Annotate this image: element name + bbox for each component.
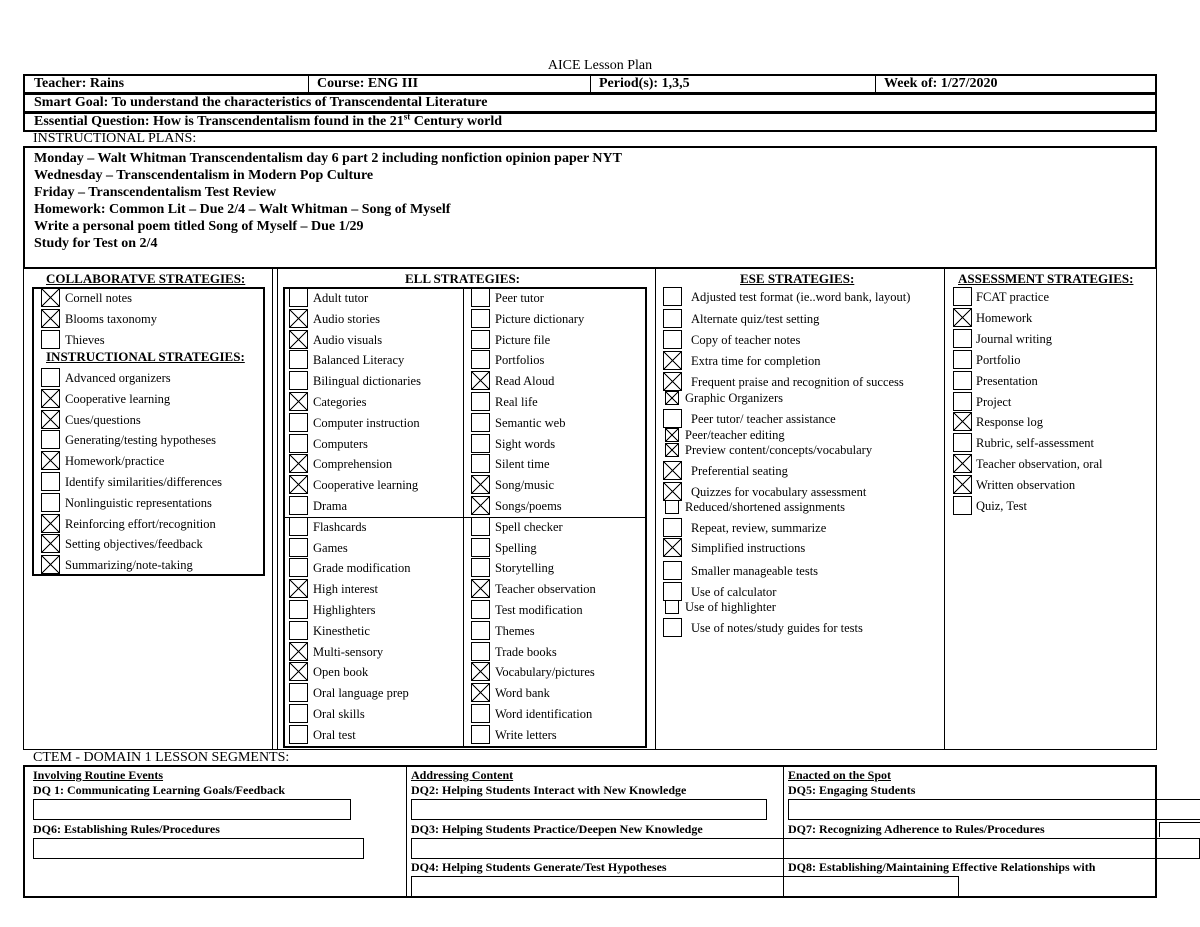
- checkbox-picture-dictionary[interactable]: [471, 309, 490, 328]
- checkbox-label: Peer tutor: [495, 290, 544, 305]
- checkbox-label: Balanced Literacy: [313, 352, 405, 367]
- checkbox-peer-tutor[interactable]: [471, 288, 490, 307]
- page-title: AICE Lesson Plan: [547, 58, 653, 73]
- checkbox-label: Cooperative learning: [65, 391, 171, 406]
- checkbox-write-letters[interactable]: [471, 725, 490, 744]
- checkbox-label: Semantic web: [495, 415, 566, 430]
- checkbox-word-bank[interactable]: [471, 683, 490, 702]
- checkbox-portfolios[interactable]: [471, 350, 490, 369]
- dq3-input[interactable]: [411, 838, 1200, 859]
- checkbox-label: Generating/testing hypotheses: [65, 432, 217, 447]
- dq1-label: DQ 1: Communicating Learning Goals/Feedback: [33, 783, 286, 797]
- checkbox-label: Portfolios: [495, 352, 545, 367]
- checkbox-label: Alternate quiz/test setting: [691, 311, 820, 326]
- checkbox-label: Quizzes for vocabulary assessment: [691, 484, 867, 499]
- checkbox-reinforcing-effort-recognition[interactable]: [41, 514, 60, 533]
- checkbox-picture-file[interactable]: [471, 330, 490, 349]
- collaborative-heading: COLLABORATVE STRATEGIES:: [46, 271, 246, 286]
- checkbox-label: Write letters: [495, 727, 557, 742]
- collaborative-box: [32, 287, 265, 576]
- checkbox-label: Written observation: [976, 477, 1076, 492]
- checkbox-balanced-literacy[interactable]: [289, 350, 308, 369]
- checkbox-label: Word identification: [495, 706, 593, 721]
- checkbox-semantic-web[interactable]: [471, 413, 490, 432]
- dq1-input[interactable]: [33, 799, 351, 820]
- plan-line: Monday – Walt Whitman Transcendentalism day 6 part 2 including nonfiction opinion paper NYT: [34, 151, 622, 166]
- checkbox-label: Flashcards: [313, 519, 367, 534]
- checkbox-storytelling[interactable]: [471, 558, 490, 577]
- checkbox-homework-practice[interactable]: [41, 451, 60, 470]
- smart-goal-row: [23, 93, 1157, 113]
- checkbox-frequent-praise-and-recognition-of-success[interactable]: [663, 372, 682, 391]
- checkbox-label: Homework: [976, 310, 1033, 325]
- checkbox-label: Audio stories: [313, 311, 381, 326]
- checkbox-label: Silent time: [495, 456, 550, 471]
- checkbox-label: Picture file: [495, 332, 551, 347]
- checkbox-identify-similarities-differences[interactable]: [41, 472, 60, 491]
- ese-heading: ESE STRATEGIES:: [740, 271, 855, 286]
- checkbox-label: Adult tutor: [313, 290, 369, 305]
- dq4-label: DQ4: Helping Students Generate/Test Hypotheses: [411, 860, 667, 874]
- checkbox-repeat-review-summarize[interactable]: [663, 518, 682, 537]
- addressing-content: Addressing Content: [411, 768, 514, 782]
- checkbox-label: Adjusted test format (ie..word bank, layout): [691, 289, 911, 304]
- checkbox-label: Computers: [313, 436, 368, 451]
- checkbox-use-of-calculator[interactable]: [663, 582, 682, 601]
- checkbox-response-log[interactable]: [953, 412, 972, 431]
- checkbox-label: Spelling: [495, 540, 537, 555]
- checkbox-categories[interactable]: [289, 392, 308, 411]
- essential-question-row: [23, 112, 1157, 132]
- checkbox-label: Setting objectives/feedback: [65, 536, 203, 551]
- checkbox-adjusted-test-format-ie-word-bank-layout[interactable]: [663, 287, 682, 306]
- checkbox-multi-sensory[interactable]: [289, 642, 308, 661]
- checkbox-computer-instruction[interactable]: [289, 413, 308, 432]
- checkbox-adult-tutor[interactable]: [289, 288, 308, 307]
- checkbox-label: Use of notes/study guides for tests: [691, 620, 863, 635]
- checkbox-label: Summarizing/note-taking: [65, 557, 193, 572]
- checkbox-reduced-shortened-assignments[interactable]: [665, 500, 679, 514]
- dq5-input[interactable]: [788, 799, 1200, 820]
- checkbox-label: FCAT practice: [976, 289, 1050, 304]
- checkbox-label: Test modification: [495, 602, 583, 617]
- checkbox-quizzes-for-vocabulary-assessment[interactable]: [663, 482, 682, 501]
- checkbox-oral-language-prep[interactable]: [289, 683, 308, 702]
- checkbox-sight-words[interactable]: [471, 434, 490, 453]
- checkbox-label: Copy of teacher notes: [691, 332, 801, 347]
- checkbox-label: Extra time for completion: [691, 353, 821, 368]
- assessment-heading: ASSESSMENT STRATEGIES:: [958, 271, 1134, 286]
- checkbox-cooperative-learning[interactable]: [41, 389, 60, 408]
- checkbox-oral-skills[interactable]: [289, 704, 308, 723]
- dq5-label: DQ5: Engaging Students: [788, 783, 916, 797]
- checkbox-real-life[interactable]: [471, 392, 490, 411]
- checkbox-label: Simplified instructions: [691, 540, 806, 555]
- checkbox-bilingual-dictionaries[interactable]: [289, 371, 308, 390]
- checkbox-drama[interactable]: [289, 496, 308, 515]
- checkbox-nonlinguistic-representations[interactable]: [41, 493, 60, 512]
- checkbox-quiz-test[interactable]: [953, 496, 972, 515]
- checkbox-label: Peer tutor/ teacher assistance: [691, 411, 836, 426]
- checkbox-project[interactable]: [953, 392, 972, 411]
- checkbox-label: Teacher observation, oral: [976, 456, 1103, 471]
- checkbox-label: Oral test: [313, 727, 356, 742]
- ctem-heading: CTEM - DOMAIN 1 LESSON SEGMENTS:: [33, 750, 290, 765]
- checkbox-spell-checker[interactable]: [471, 517, 490, 536]
- checkbox-alternate-quiz-test-setting[interactable]: [663, 309, 682, 328]
- checkbox-graphic-organizers[interactable]: [665, 391, 679, 405]
- checkbox-label: Oral language prep: [313, 685, 409, 700]
- course-field: Course: ENG III: [317, 76, 419, 91]
- checkbox-label: Storytelling: [495, 560, 555, 575]
- checkbox-grade-modification[interactable]: [289, 558, 308, 577]
- checkbox-label: Sight words: [495, 436, 556, 451]
- checkbox-label: Reinforcing effort/recognition: [65, 516, 216, 531]
- checkbox-label: Audio visuals: [313, 332, 383, 347]
- checkbox-test-modification[interactable]: [471, 600, 490, 619]
- checkbox-label: Oral skills: [313, 706, 365, 721]
- checkbox-simplified-instructions[interactable]: [663, 538, 682, 557]
- checkbox-computers[interactable]: [289, 434, 308, 453]
- checkbox-comprehension[interactable]: [289, 454, 308, 473]
- checkbox-blooms-taxonomy[interactable]: [41, 309, 60, 328]
- checkbox-label: Songs/poems: [495, 498, 562, 513]
- checkbox-peer-tutor-teacher-assistance[interactable]: [663, 409, 682, 428]
- checkbox-advanced-organizers[interactable]: [41, 368, 60, 387]
- checkbox-label: Open book: [313, 664, 369, 679]
- checkbox-trade-books[interactable]: [471, 642, 490, 661]
- checkbox-preview-content-concepts-vocabulary[interactable]: [665, 443, 679, 457]
- essential-question: Essential Question: How is Transcendentalism found in the 21st Century world: [34, 111, 503, 129]
- checkbox-label: Repeat, review, summarize: [691, 520, 827, 535]
- checkbox-label: Cornell notes: [65, 290, 133, 305]
- checkbox-portfolio[interactable]: [953, 350, 972, 369]
- checkbox-cornell-notes[interactable]: [41, 288, 60, 307]
- checkbox-setting-objectives-feedback[interactable]: [41, 534, 60, 553]
- checkbox-label: Comprehension: [313, 456, 393, 471]
- checkbox-spelling[interactable]: [471, 538, 490, 557]
- checkbox-label: Peer/teacher editing: [685, 428, 785, 442]
- checkbox-label: Multi-sensory: [313, 644, 384, 659]
- checkbox-journal-writing[interactable]: [953, 329, 972, 348]
- checkbox-label: Teacher observation: [495, 581, 596, 596]
- checkbox-label: Use of calculator: [691, 584, 777, 599]
- checkbox-label: Drama: [313, 498, 348, 513]
- dq6-input[interactable]: [33, 838, 364, 859]
- dq6-label: DQ6: Establishing Rules/Procedures: [33, 822, 220, 836]
- teacher-field: Teacher: Rains: [34, 76, 125, 91]
- instructional-plans-box: [23, 146, 1157, 269]
- checkbox-label: Advanced organizers: [65, 370, 171, 385]
- checkbox-themes[interactable]: [471, 621, 490, 640]
- checkbox-high-interest[interactable]: [289, 579, 308, 598]
- checkbox-label: Themes: [495, 623, 535, 638]
- checkbox-extra-time-for-completion[interactable]: [663, 351, 682, 370]
- checkbox-highlighters[interactable]: [289, 600, 308, 619]
- checkbox-label: Blooms taxonomy: [65, 311, 158, 326]
- checkbox-open-book[interactable]: [289, 662, 308, 681]
- checkbox-label: Trade books: [495, 644, 557, 659]
- checkbox-use-of-notes-study-guides-for-tests[interactable]: [663, 618, 682, 637]
- checkbox-word-identification[interactable]: [471, 704, 490, 723]
- checkbox-label: Presentation: [976, 373, 1038, 388]
- period-field: Period(s): 1,3,5: [599, 76, 690, 91]
- checkbox-label: Thieves: [65, 332, 105, 347]
- checkbox-presentation[interactable]: [953, 371, 972, 390]
- plan-line: Write a personal poem titled Song of Myself – Due 1/29: [34, 219, 364, 234]
- checkbox-label: Word bank: [495, 685, 550, 700]
- checkbox-audio-stories[interactable]: [289, 309, 308, 328]
- dq2-input[interactable]: [411, 799, 767, 820]
- checkbox-smaller-manageable-tests[interactable]: [663, 561, 682, 580]
- checkbox-preferential-seating[interactable]: [663, 461, 682, 480]
- checkbox-label: Portfolio: [976, 352, 1021, 367]
- checkbox-label: Preview content/concepts/vocabulary: [685, 443, 873, 457]
- checkbox-read-aloud[interactable]: [471, 371, 490, 390]
- checkbox-label: Highlighters: [313, 602, 376, 617]
- checkbox-silent-time[interactable]: [471, 454, 490, 473]
- checkbox-oral-test[interactable]: [289, 725, 308, 744]
- checkbox-cues-questions[interactable]: [41, 410, 60, 429]
- checkbox-kinesthetic[interactable]: [289, 621, 308, 640]
- plan-line: Study for Test on 2/4: [34, 236, 158, 251]
- week-field: Week of: 1/27/2020: [884, 76, 998, 91]
- checkbox-label: Project: [976, 394, 1012, 409]
- checkbox-song-music[interactable]: [471, 475, 490, 494]
- checkbox-generating-testing-hypotheses[interactable]: [41, 430, 60, 449]
- checkbox-label: Smaller manageable tests: [691, 563, 819, 578]
- checkbox-label: Real life: [495, 394, 538, 409]
- checkbox-label: Cues/questions: [65, 412, 141, 427]
- checkbox-cooperative-learning[interactable]: [289, 475, 308, 494]
- checkbox-games[interactable]: [289, 538, 308, 557]
- checkbox-label: Picture dictionary: [495, 311, 585, 326]
- checkbox-teacher-observation[interactable]: [471, 579, 490, 598]
- checkbox-label: Song/music: [495, 477, 555, 492]
- dq4-input[interactable]: [411, 876, 959, 897]
- checkbox-label: Identify similarities/differences: [65, 474, 223, 489]
- smart-goal: Smart Goal: To understand the characteristics of Transcendental Literature: [34, 95, 488, 110]
- checkbox-copy-of-teacher-notes[interactable]: [663, 330, 682, 349]
- dq2-label: DQ2: Helping Students Interact with New Knowledge: [411, 783, 687, 797]
- checkbox-label: Bilingual dictionaries: [313, 373, 421, 388]
- checkbox-label: Rubric, self-assessment: [976, 435, 1095, 450]
- checkbox-teacher-observation-oral[interactable]: [953, 454, 972, 473]
- checkbox-label: Read Aloud: [495, 373, 555, 388]
- checkbox-label: Games: [313, 540, 348, 555]
- checkbox-rubric-self-assessment[interactable]: [953, 433, 972, 452]
- checkbox-label: Frequent praise and recognition of success: [691, 374, 904, 389]
- plan-line: Homework: Common Lit – Due 2/4 – Walt Whitman – Song of Myself: [34, 202, 451, 217]
- checkbox-use-of-highlighter[interactable]: [665, 600, 679, 614]
- dq8-label: DQ8: Establishing/Maintaining Effective Relationships with: [788, 860, 1096, 874]
- checkbox-label: Kinesthetic: [313, 623, 370, 638]
- dq7-label: DQ7: Recognizing Adherence to Rules/Procedures: [788, 822, 1045, 836]
- checkbox-vocabulary-pictures[interactable]: [471, 662, 490, 681]
- checkbox-written-observation[interactable]: [953, 475, 972, 494]
- checkbox-homework[interactable]: [953, 308, 972, 327]
- checkbox-label: Homework/practice: [65, 453, 165, 468]
- ell-heading: ELL STRATEGIES:: [405, 271, 521, 286]
- checkbox-label: Categories: [313, 394, 367, 409]
- plan-line: Wednesday – Transcendentalism in Modern Pop Culture: [34, 168, 374, 183]
- involving-routine-events: Involving Routine Events: [33, 768, 164, 782]
- checkbox-label: Graphic Organizers: [685, 391, 783, 405]
- checkbox-label: Journal writing: [976, 331, 1053, 346]
- checkbox-label: High interest: [313, 581, 378, 596]
- checkbox-peer-teacher-editing[interactable]: [665, 428, 679, 442]
- checkbox-label: Grade modification: [313, 560, 411, 575]
- checkbox-songs-poems[interactable]: [471, 496, 490, 515]
- header-row: [23, 74, 1157, 94]
- checkbox-label: Nonlinguistic representations: [65, 495, 212, 510]
- checkbox-thieves[interactable]: [41, 330, 60, 349]
- checkbox-summarizing-note-taking[interactable]: [41, 555, 60, 574]
- dq3-label: DQ3: Helping Students Practice/Deepen New Knowledge: [411, 822, 703, 836]
- checkbox-audio-visuals[interactable]: [289, 330, 308, 349]
- instructional-plans-heading: INSTRUCTIONAL PLANS:: [33, 131, 197, 146]
- checkbox-label: Use of highlighter: [685, 600, 776, 614]
- checkbox-label: Reduced/shortened assignments: [685, 500, 846, 514]
- checkbox-flashcards[interactable]: [289, 517, 308, 536]
- plan-line: Friday – Transcendentalism Test Review: [34, 185, 277, 200]
- enacted-on-the-spot: Enacted on the Spot: [788, 768, 892, 782]
- checkbox-label: Spell checker: [495, 519, 563, 534]
- checkbox-label: Response log: [976, 414, 1044, 429]
- checkbox-label: Quiz, Test: [976, 498, 1027, 513]
- checkbox-label: Computer instruction: [313, 415, 420, 430]
- checkbox-fcat-practice[interactable]: [953, 287, 972, 306]
- checkbox-label: Vocabulary/pictures: [495, 664, 595, 679]
- checkbox-label: Cooperative learning: [313, 477, 419, 492]
- checkbox-label: Preferential seating: [691, 463, 788, 478]
- instructional-strategies-heading: INSTRUCTIONAL STRATEGIES:: [46, 349, 245, 364]
